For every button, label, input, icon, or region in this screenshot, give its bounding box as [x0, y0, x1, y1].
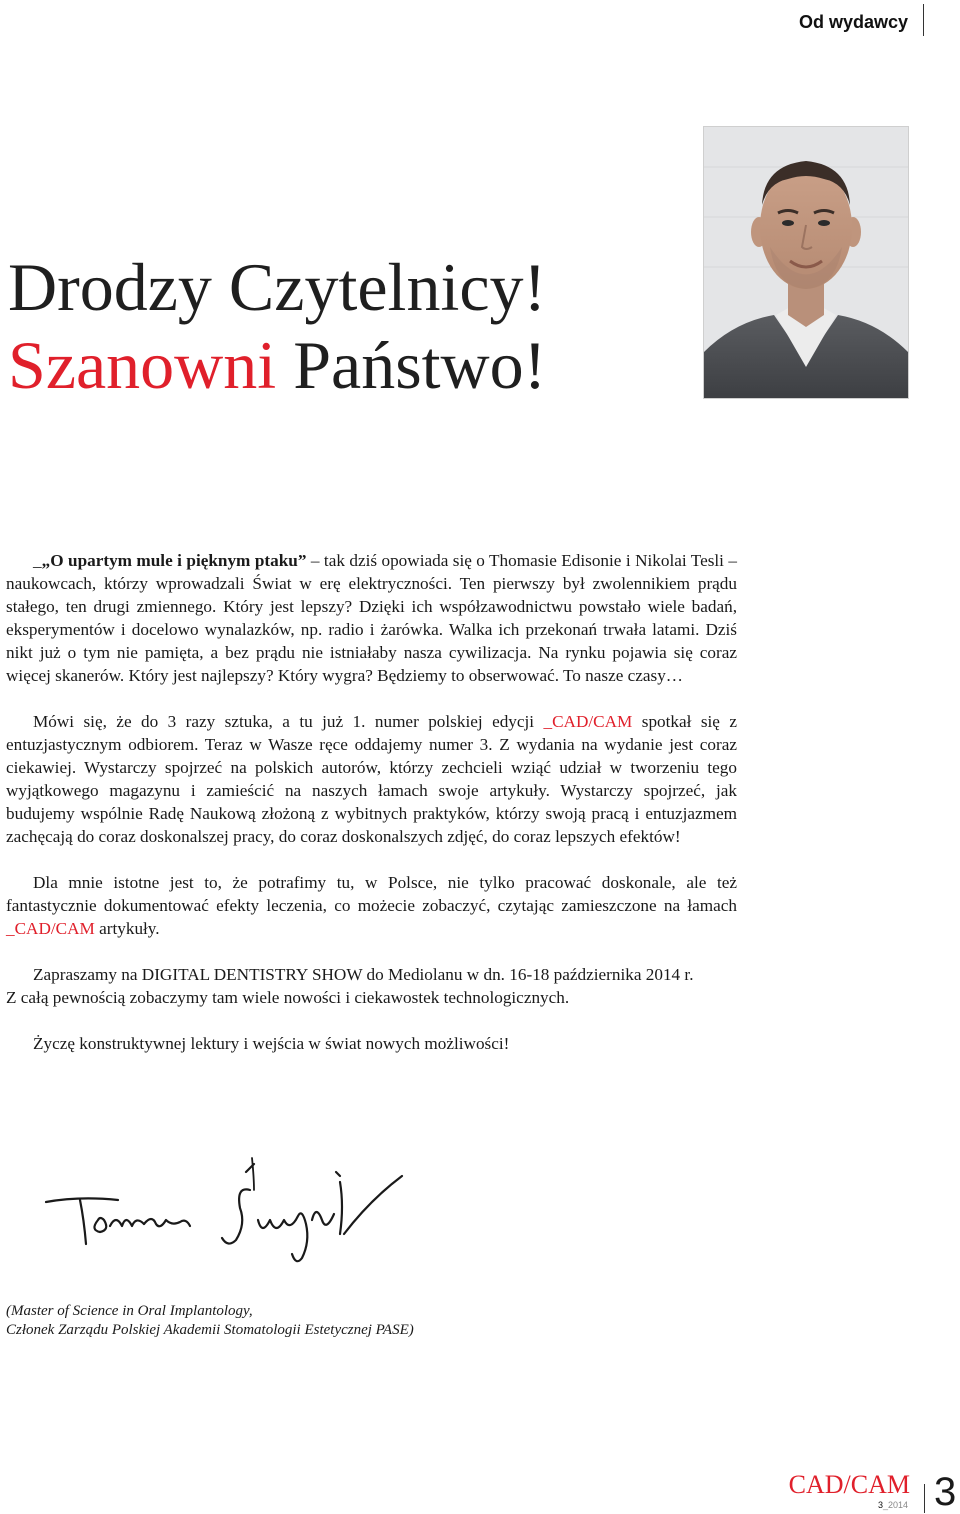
paragraph-1 [6, 549, 737, 687]
portrait-illustration [704, 127, 908, 398]
footer-brand: CAD/CAM [788, 1470, 910, 1499]
title-accent-word: Szanowni [8, 327, 277, 403]
paragraph-4-line-2: Z całą pewnością zobaczymy tam wiele nowości i ciekawostek technologicznych. [6, 988, 570, 1007]
paragraph-3-before: Dla mnie istotne jest to, że potrafimy tu, w Polsce, nie tylko pracować doskonale, ale też fantastycznie dokumentować efekty leczenia, co możecie zobaczyć, czytając zamieszczone na łamach [6, 873, 737, 915]
paragraph-1-text: – tak dziś opowiada się o Thomasie Edisonie i Nikolai Tesli – naukowcach, którzy wprowadzali Świat w erę elektryczności. Ten pierwszy był zwolennikiem prądu stałego, ten drugi zmiennego. Który jest lepszy? Dzięki ich współzawodnictwu powstało wiele badań, eksperymentów i docelowo wynalazków, np. radio i żarówka. Walka ich przekonań trwała latami. Dziś nikt już o tym nie pamięta, a bez prądu nie istniałaby nasza cywilizacja. Na rynku pojawia się coraz więcej skanerów. Który jest najlepszy? Który wygra? Będziemy to obserwować. To nasze czasy… [6, 551, 737, 685]
page-number: 3 [934, 1470, 957, 1514]
title-line-2 [8, 326, 546, 404]
paragraph-5: Życzę konstruktywnej lektury i wejścia w świat nowych możliwości! [33, 1034, 510, 1053]
credentials-line-2: Członek Zarządu Polskiej Akademii Stomatologii Estetycznej PASE) [6, 1322, 414, 1338]
footer-divider [924, 1484, 925, 1513]
page-title [8, 248, 546, 404]
paragraph-1-bold-phrase: „O upartym mule i pięknym ptaku” [41, 551, 307, 570]
footer-issue-number: 3 [877, 1500, 883, 1510]
credentials-line-1: (Master of Science in Oral Implantology, [6, 1303, 253, 1319]
paragraph-3 [6, 871, 737, 940]
footer-issue-year: _2014 [882, 1500, 908, 1510]
editorial-body [6, 549, 737, 1055]
paragraph-3-after: artykuły. [94, 919, 160, 938]
footer-issue [878, 1500, 908, 1510]
paragraph-3-brand: _CAD/CAM [6, 919, 95, 938]
author-credentials [6, 1302, 414, 1340]
paragraph-4-line-1: Zapraszamy na DIGITAL DENTISTRY SHOW do Mediolanu w dn. 16-18 października 2014 r. [33, 965, 694, 984]
section-label: Od wydawcy [798, 12, 908, 32]
paragraph-2-after: spotkał się z entuzjastycznym odbiorem. Teraz w Wasze ręce oddajemy numer 3. Z wydania na wydanie jest coraz ciekawiej. Wystarczy spojrzeć na polskich autorów, którzy zechcieli wziąć udział w tworzeniu tego wyjątkowego magazynu i zamieścić na naszych łamach swoje artykuły. Wystarczy spojrzeć, jak budujemy wspólnie Radę Naukową złożoną z wybitnych praktyków, którzy swoją pracą i entuzjazmem zachęcają do coraz doskonalszej pracy, do coraz doskonalszych zdjęć, do coraz lepszych efektów! [6, 712, 737, 846]
paragraph-2 [6, 710, 737, 848]
title-line-2-rest: Państwo! [276, 327, 547, 403]
paragraph-2-before: Mówi się, że do 3 razy sztuka, a tu już 1. numer polskiej edycji [33, 712, 544, 731]
paragraph-2-brand: _CAD/CAM [543, 712, 633, 731]
handwritten-signature [40, 1150, 420, 1285]
header-divider [923, 4, 924, 36]
paragraph-1-prefix: _ [33, 551, 42, 570]
paragraph-4 [6, 963, 737, 1009]
author-portrait [704, 127, 908, 398]
title-line-1: Drodzy Czytelnicy! [8, 249, 547, 325]
